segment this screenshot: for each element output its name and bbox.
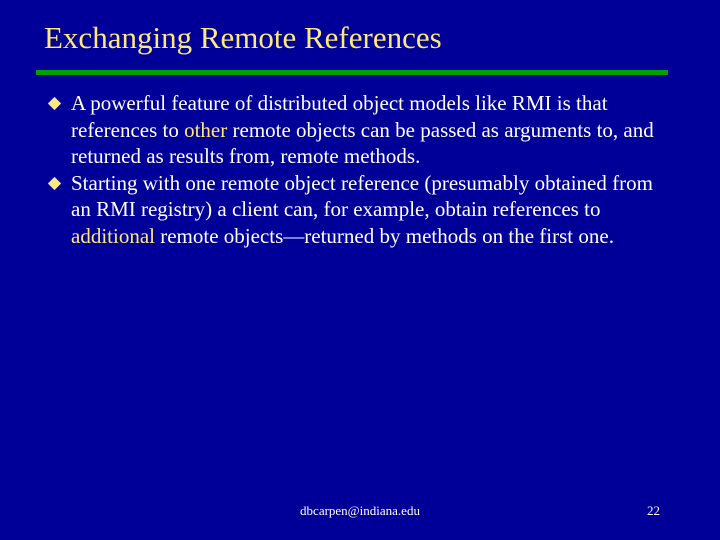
title-divider — [36, 70, 668, 75]
bullet-text — [71, 171, 653, 248]
page-number: 22 — [647, 503, 660, 518]
bullet-text-segment: A powerful feature of distributed object models like RMI is that references to — [71, 91, 608, 142]
slide-title: Exchanging Remote References — [44, 20, 442, 55]
diamond-bullet-icon — [48, 176, 61, 189]
bullet-text — [71, 91, 654, 168]
bullet-text-segment: remote objects can be passed as arguments to, and returned as results from, remote methods. — [71, 117, 654, 168]
highlighted-word: additional — [71, 223, 155, 248]
bullet-text-segment: remote objects—returned by methods on the first one. — [154, 223, 614, 248]
bullet-item — [46, 90, 656, 170]
diamond-bullet-icon — [48, 97, 61, 110]
bullet-text-segment: Starting with one remote object reference (presumably obtained from an RMI registry) a client can, for example, obtain references to — [71, 170, 653, 221]
bullet-list — [46, 90, 656, 249]
footer-email: dbcarpen@indiana.edu — [300, 503, 420, 518]
bullet-item — [46, 170, 656, 250]
highlighted-word: other — [184, 117, 228, 142]
